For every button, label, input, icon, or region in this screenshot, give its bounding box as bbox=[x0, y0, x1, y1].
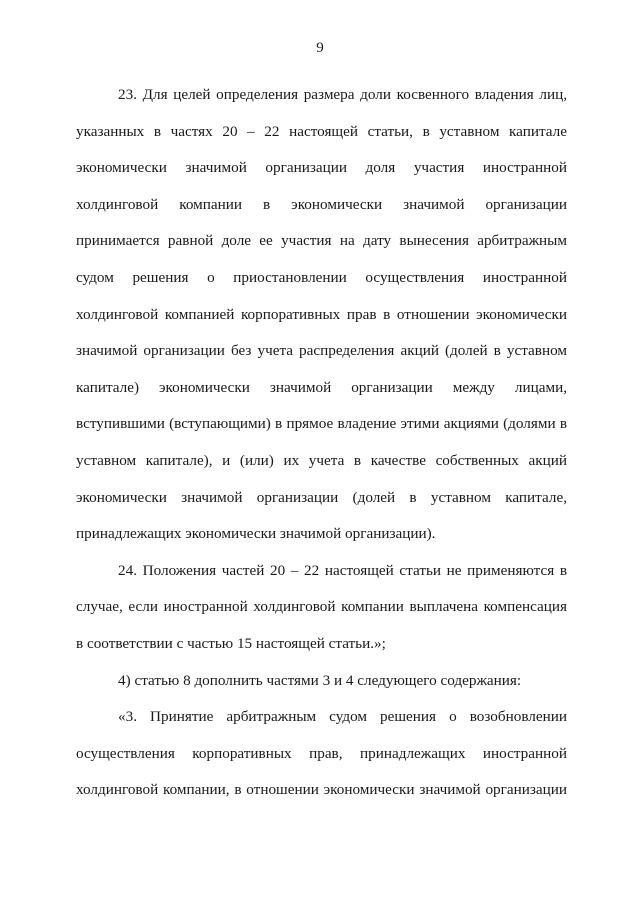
text-line: в соответствии с частью 15 настоящей статьи.»; bbox=[76, 634, 386, 652]
text-line: случае, если иностранной холдинговой компании выплачена компенсация bbox=[76, 598, 567, 616]
text-line: экономически значимой организации доля участия иностранной bbox=[76, 159, 567, 177]
paragraph-23 bbox=[76, 77, 567, 553]
paragraph-part-3 bbox=[76, 699, 567, 809]
text-line: судом решения о приостановлении осуществления иностранной bbox=[76, 268, 567, 286]
text-line: указанных в частях 20 – 22 настоящей статьи, в уставном капитале bbox=[76, 122, 567, 140]
text-line: холдинговой компании, в отношении экономически значимой организации bbox=[76, 781, 567, 799]
text-line: холдинговой компании в экономически значимой организации bbox=[76, 195, 567, 213]
document-body bbox=[76, 77, 567, 809]
text-line: вступившими (вступающими) в прямое владение этими акциями (долями в bbox=[76, 415, 567, 433]
text-line: уставном капитале), и (или) их учета в качестве собственных акций bbox=[76, 451, 567, 469]
text-line: 23. Для целей определения размера доли косвенного владения лиц, bbox=[118, 86, 567, 103]
text-line: капитале) экономически значимой организации между лицами, bbox=[76, 378, 567, 396]
page-number: 9 bbox=[316, 40, 324, 56]
text-line: принимается равной доле ее участия на дату вынесения арбитражным bbox=[76, 232, 567, 250]
text-line: холдинговой компанией корпоративных прав в отношении экономически bbox=[76, 305, 567, 323]
text-line: 24. Положения частей 20 – 22 настоящей статьи не применяются в bbox=[118, 561, 567, 579]
paragraph-item-4 bbox=[76, 663, 567, 700]
text-line: экономически значимой организации (долей в уставном капитале, bbox=[76, 488, 567, 506]
text-line: 4) статью 8 дополнить частями 3 и 4 следующего содержания: bbox=[118, 671, 522, 689]
text-line: значимой организации без учета распределения акций (долей в уставном bbox=[76, 342, 567, 360]
paragraph-24 bbox=[76, 553, 567, 663]
text-line: принадлежащих экономически значимой организации). bbox=[76, 525, 436, 543]
text-line: «3. Принятие арбитражным судом решения о возобновлении bbox=[118, 708, 567, 726]
text-line: осуществления корпоративных прав, принадлежащих иностранной bbox=[76, 744, 567, 762]
